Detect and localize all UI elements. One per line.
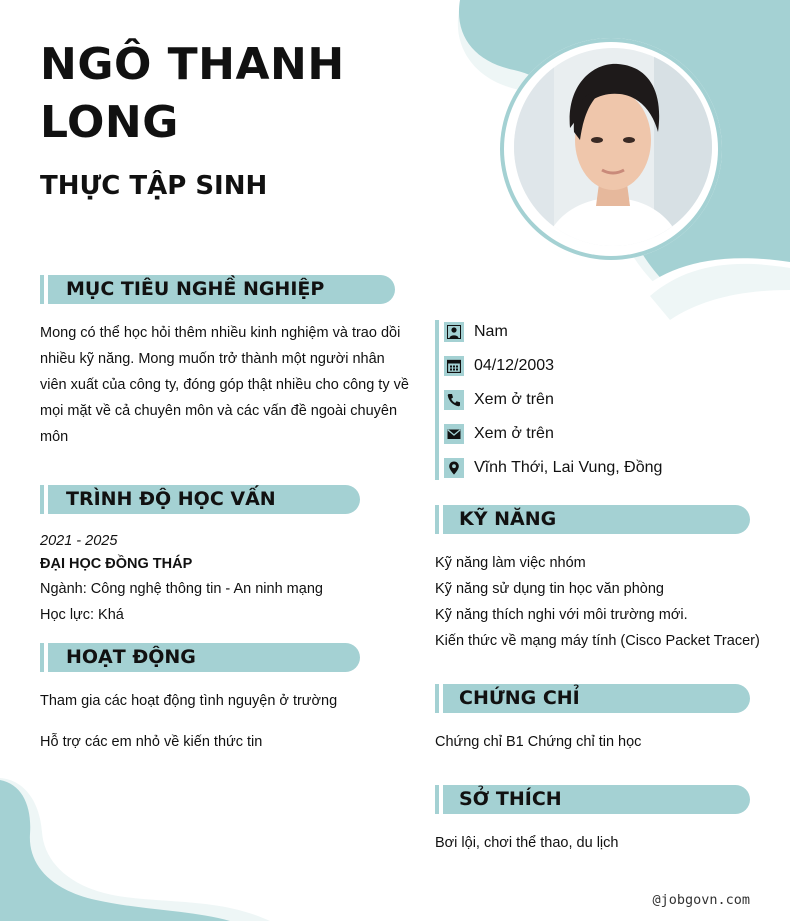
objective-line: Mong có thể học hỏi thêm nhiều kinh nghiệm và trao dồi xyxy=(40,325,401,341)
hobbies-text: Bơi lội, chơi thể thao, du lịch xyxy=(435,835,619,851)
hobbies-heading-text: SỞ THÍCH xyxy=(459,788,562,810)
skill-item: Kỹ năng làm việc nhóm xyxy=(435,555,586,571)
skills-heading-text: KỸ NĂNG xyxy=(459,508,557,530)
bottom-left-decor-blob xyxy=(0,770,300,921)
education-major: Ngành: Công nghệ thông tin - An ninh mạng xyxy=(40,581,323,597)
objective-line: viên xuất của công ty, đóng góp thật nhiều cho công ty về xyxy=(40,377,409,393)
calendar-icon xyxy=(444,356,464,376)
job-position: THỰC TẬP SINH xyxy=(40,171,268,201)
activities-heading-text: HOẠT ĐỘNG xyxy=(66,646,196,668)
education-heading xyxy=(40,485,360,514)
activities-heading xyxy=(40,643,360,672)
person-icon xyxy=(444,322,464,342)
skill-item: Kiến thức về mạng máy tính (Cisco Packet Tracer) xyxy=(435,633,760,649)
objective-line: môn xyxy=(40,429,69,445)
gender-value: Nam xyxy=(474,323,508,340)
objective-heading xyxy=(40,275,395,304)
contact-accent-bar xyxy=(435,320,439,480)
mail-icon xyxy=(444,424,464,444)
candidate-name xyxy=(40,36,345,152)
address-value: Vĩnh Thới, Lai Vung, Đồng xyxy=(474,459,663,476)
watermark: @jobgovn.com xyxy=(652,892,750,908)
activity-item: Hỗ trợ các em nhỏ về kiến thức tin xyxy=(40,734,263,750)
skill-item: Kỹ năng thích nghi với môi trường mới. xyxy=(435,607,688,623)
objective-text xyxy=(40,320,410,450)
avatar xyxy=(514,48,712,246)
education-heading-text: TRÌNH ĐỘ HỌC VẤN xyxy=(66,488,276,510)
candidate-name-line2: LONG xyxy=(40,97,179,148)
objective-line: nhiều kỹ năng. Mong muốn trở thành một người nhân xyxy=(40,351,385,367)
activity-item: Tham gia các hoạt động tình nguyện ở trường xyxy=(40,693,338,709)
certificates-heading-text: CHỨNG CHỈ xyxy=(459,687,580,709)
skill-item: Kỹ năng sử dụng tin học văn phòng xyxy=(435,581,664,597)
skills-heading xyxy=(435,505,750,534)
birthday-value: 04/12/2003 xyxy=(474,357,555,374)
certificates-heading xyxy=(435,684,750,713)
hobbies-heading xyxy=(435,785,750,814)
education-school: ĐẠI HỌC ĐỒNG THÁP xyxy=(40,556,193,572)
education-period: 2021 - 2025 xyxy=(40,533,118,549)
candidate-name-line1: NGÔ THANH xyxy=(40,39,345,90)
phone-icon xyxy=(444,390,464,410)
education-grade: Học lực: Khá xyxy=(40,607,124,623)
certificates-text: Chứng chỉ B1 Chứng chỉ tin học xyxy=(435,734,642,750)
location-pin-icon xyxy=(444,458,464,478)
phone-value: Xem ở trên xyxy=(474,391,554,408)
email-value: Xem ở trên xyxy=(474,425,554,442)
objective-heading-text: MỤC TIÊU NGHỀ NGHIỆP xyxy=(66,278,325,300)
objective-line: mọi mặt về cả chuyên môn và các vấn đề ngoài chuyên xyxy=(40,403,398,419)
